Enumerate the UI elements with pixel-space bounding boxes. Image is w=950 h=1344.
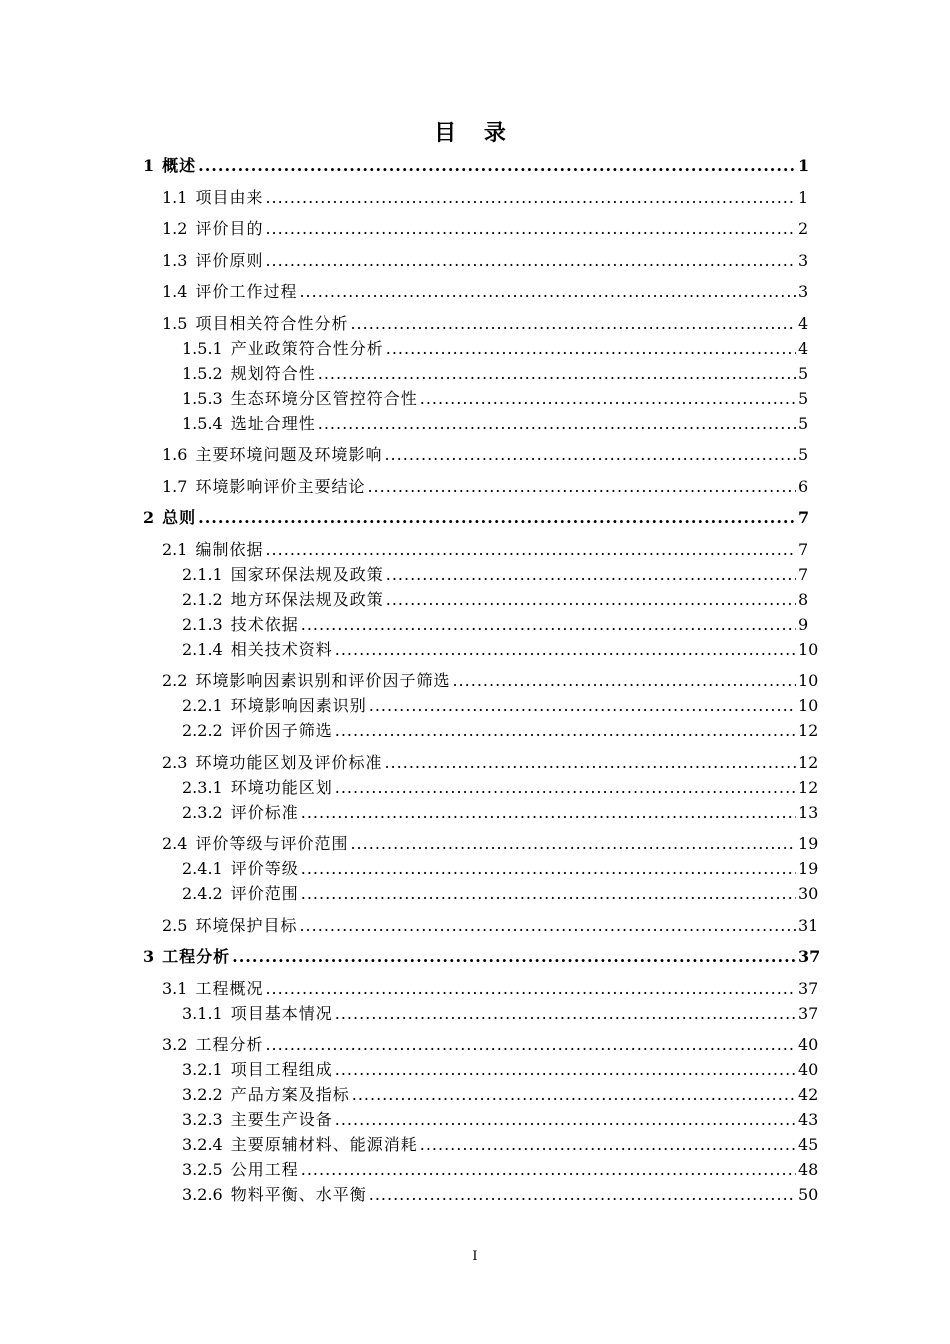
toc-entry[interactable] — [182, 364, 809, 384]
toc-leader-dots — [301, 803, 796, 823]
toc-leader-dots — [318, 414, 796, 434]
toc-entry-label: 工程分析 — [195, 1035, 264, 1054]
toc-entry-number: 3.2.3 — [182, 1110, 223, 1129]
toc-entry-label: 工程分析 — [162, 947, 231, 966]
toc-entry-number: 3.2 — [162, 1035, 188, 1054]
toc-entry-number: 3.1 — [162, 979, 188, 998]
toc-entry-number: 1.4 — [162, 282, 188, 301]
toc-leader-dots — [350, 314, 796, 334]
toc-entry-page: 1 — [798, 188, 809, 207]
toc-entry-label: 评价等级与评价范围 — [195, 834, 349, 853]
toc-entry-page: 9 — [798, 615, 809, 634]
toc-leader-dots — [265, 251, 796, 271]
toc-entry-number: 1 — [143, 156, 155, 175]
toc-entry[interactable] — [162, 671, 819, 691]
toc-entry-number: 3.1.1 — [182, 1004, 223, 1023]
toc-entry[interactable] — [182, 859, 819, 879]
toc-leader-dots — [369, 1185, 796, 1205]
toc-leader-dots — [265, 1035, 796, 1055]
toc-entry[interactable] — [162, 188, 809, 208]
toc-entry-label: 物料平衡、水平衡 — [230, 1185, 367, 1204]
toc-entry-page: 30 — [798, 884, 819, 903]
toc-entry-number: 1.5.4 — [182, 414, 223, 433]
toc-entry-number: 2.1 — [162, 540, 188, 559]
toc-entry-page: 48 — [798, 1160, 819, 1179]
toc-entry-number: 3.2.1 — [182, 1060, 223, 1079]
toc-entry-page: 5 — [798, 364, 809, 383]
toc-entry[interactable] — [182, 615, 809, 635]
toc-entry[interactable] — [162, 834, 819, 854]
toc-entry-label: 评价原则 — [195, 251, 264, 270]
toc-entry-label: 相关技术资料 — [230, 640, 333, 659]
toc-entry[interactable] — [182, 721, 819, 741]
toc-entry[interactable] — [182, 640, 819, 660]
toc-entry-label: 产业政策符合性分析 — [230, 339, 384, 358]
toc-entry-label: 产品方案及指标 — [230, 1085, 350, 1104]
toc-entry-number: 2.5 — [162, 916, 188, 935]
toc-leader-dots — [420, 389, 796, 409]
toc-entry-page: 7 — [798, 508, 810, 527]
toc-entry[interactable] — [182, 1110, 819, 1130]
toc-entry-page: 10 — [798, 671, 819, 690]
toc-entry-label: 评价工作过程 — [195, 282, 298, 301]
toc-entry-page: 37 — [798, 979, 819, 998]
toc-leader-dots — [299, 282, 796, 302]
toc-entry-number: 2.4.1 — [182, 859, 223, 878]
toc-entry[interactable] — [162, 916, 819, 936]
toc-entry-label: 环境功能区划及评价标准 — [195, 753, 383, 772]
toc-leader-dots — [386, 590, 796, 610]
toc-entry-label: 环境保护目标 — [195, 916, 298, 935]
toc-entry[interactable] — [182, 1004, 819, 1024]
toc-entry-number: 1.5.3 — [182, 389, 223, 408]
toc-leader-dots — [369, 696, 796, 716]
toc-entry[interactable] — [162, 314, 809, 334]
toc-entry-number: 2.1.2 — [182, 590, 223, 609]
toc-entry-number: 2.3.1 — [182, 778, 223, 797]
toc-leader-dots — [386, 339, 796, 359]
toc-entry-label: 生态环境分区管控符合性 — [230, 389, 418, 408]
toc-entry-page: 12 — [798, 778, 819, 797]
toc-entry-label: 评价范围 — [230, 884, 299, 903]
page-number: I — [472, 1249, 478, 1264]
toc-leader-dots — [367, 477, 796, 497]
toc-entry[interactable] — [162, 282, 809, 302]
toc-leader-dots — [301, 884, 796, 904]
toc-entry-page: 5 — [798, 445, 809, 464]
toc-leader-dots — [265, 219, 796, 239]
toc-entry-label: 环境功能区划 — [230, 778, 333, 797]
toc-entry[interactable] — [182, 1060, 819, 1080]
toc-leader-dots — [384, 753, 796, 773]
page-title: 目 录 — [434, 120, 516, 146]
toc-entry-page: 19 — [798, 859, 819, 878]
toc-entry-page: 7 — [798, 565, 809, 584]
toc-leader-dots — [335, 1060, 796, 1080]
toc-entry[interactable] — [182, 339, 809, 359]
toc-leader-dots — [265, 979, 796, 999]
toc-entry-number: 3.2.6 — [182, 1185, 223, 1204]
toc-entry-number: 2.2.1 — [182, 696, 223, 715]
toc-entry-number: 2.1.1 — [182, 565, 223, 584]
toc-entry-label: 国家环保法规及政策 — [230, 565, 384, 584]
toc-entry-label: 选址合理性 — [230, 414, 316, 433]
toc-entry-page: 3 — [798, 251, 809, 270]
toc-entry-page: 2 — [798, 219, 809, 238]
toc-leader-dots — [352, 1085, 796, 1105]
toc-entry-page: 45 — [798, 1135, 819, 1154]
toc-leader-dots — [386, 565, 796, 585]
toc-leader-dots — [301, 615, 796, 635]
toc-entry-label: 技术依据 — [230, 615, 299, 634]
toc-entry-page: 37 — [798, 947, 821, 966]
toc-entry-page: 12 — [798, 753, 819, 772]
toc-entry-page: 3 — [798, 282, 809, 301]
toc-entry[interactable] — [162, 540, 809, 560]
toc-entry-number: 3 — [143, 947, 155, 966]
toc-entry[interactable] — [162, 445, 809, 465]
toc-entry-label: 主要生产设备 — [230, 1110, 333, 1129]
toc-entry-label: 概述 — [162, 156, 197, 175]
toc-leader-dots — [318, 364, 796, 384]
toc-entry-number: 3.2.2 — [182, 1085, 223, 1104]
toc-entry-number: 2.3.2 — [182, 803, 223, 822]
toc-entry-label: 评价目的 — [195, 219, 264, 238]
toc-leader-dots — [265, 540, 796, 560]
toc-entry-page: 31 — [798, 916, 819, 935]
toc-entry-page: 10 — [798, 696, 819, 715]
toc-entry-number: 2.2.2 — [182, 721, 223, 740]
toc-entry-page: 7 — [798, 540, 809, 559]
toc-entry-label: 环境影响因素识别和评价因子筛选 — [195, 671, 451, 690]
toc-entry-label: 评价标准 — [230, 803, 299, 822]
toc-entry-page: 43 — [798, 1110, 819, 1129]
toc-entry-number: 2 — [143, 508, 155, 527]
toc-entry[interactable] — [182, 803, 819, 823]
toc-entry-label: 项目基本情况 — [230, 1004, 333, 1023]
toc-entry-page: 50 — [798, 1185, 819, 1204]
toc-entry-number: 1.5 — [162, 314, 188, 333]
toc-entry-label: 编制依据 — [195, 540, 264, 559]
toc-entry[interactable] — [162, 251, 809, 271]
toc-entry-label: 环境影响评价主要结论 — [195, 477, 366, 496]
toc-entry-page: 40 — [798, 1035, 819, 1054]
toc-entry-label: 规划符合性 — [230, 364, 316, 383]
toc-entry-label: 地方环保法规及政策 — [230, 590, 384, 609]
toc-entry-page: 19 — [798, 834, 819, 853]
toc-entry-label: 主要原辅材料、能源消耗 — [230, 1135, 418, 1154]
toc-entry-label: 项目相关符合性分析 — [195, 314, 349, 333]
toc-leader-dots — [198, 156, 796, 176]
toc-entry[interactable] — [182, 389, 809, 409]
toc-entry[interactable] — [182, 1135, 819, 1155]
toc-entry-label: 评价等级 — [230, 859, 299, 878]
toc-entry[interactable] — [182, 565, 809, 585]
toc-leader-dots — [335, 640, 796, 660]
toc-leader-dots — [265, 188, 796, 208]
toc-leader-dots — [335, 721, 796, 741]
toc-entry-number: 1.1 — [162, 188, 188, 207]
toc-entry[interactable] — [182, 414, 809, 434]
toc-entry-label: 工程概况 — [195, 979, 264, 998]
toc-entry-page: 13 — [798, 803, 819, 822]
toc-leader-dots — [301, 859, 796, 879]
toc-leader-dots — [350, 834, 796, 854]
toc-entry-page: 8 — [798, 590, 809, 609]
toc-entry-label: 项目工程组成 — [230, 1060, 333, 1079]
toc-entry[interactable] — [182, 884, 819, 904]
toc-entry-label: 环境影响因素识别 — [230, 696, 367, 715]
toc-entry-number: 2.4.2 — [182, 884, 223, 903]
toc-leader-dots — [198, 508, 796, 528]
toc-leader-dots — [232, 947, 796, 967]
toc-entry[interactable] — [182, 1085, 819, 1105]
toc-leader-dots — [299, 916, 796, 936]
toc-entry-number: 2.1.3 — [182, 615, 223, 634]
toc-entry-page: 40 — [798, 1060, 819, 1079]
toc-entry[interactable] — [182, 1185, 819, 1205]
toc-leader-dots — [452, 671, 796, 691]
toc-entry-page: 4 — [798, 339, 809, 358]
toc-entry-label: 主要环境问题及环境影响 — [195, 445, 383, 464]
toc-leader-dots — [335, 1004, 796, 1024]
toc-entry-page: 6 — [798, 477, 809, 496]
toc-entry[interactable] — [162, 753, 819, 773]
toc-leader-dots — [384, 445, 796, 465]
toc-entry-number: 2.3 — [162, 753, 188, 772]
toc-entry-label: 评价因子筛选 — [230, 721, 333, 740]
toc-leader-dots — [420, 1135, 796, 1155]
toc-entry-page: 10 — [798, 640, 819, 659]
toc-entry-number: 2.1.4 — [182, 640, 223, 659]
toc-entry[interactable] — [182, 590, 809, 610]
toc-entry-number: 1.5.1 — [182, 339, 223, 358]
toc-entry-number: 2.4 — [162, 834, 188, 853]
toc-entry[interactable] — [162, 1035, 819, 1055]
toc-entry[interactable] — [182, 778, 819, 798]
toc-entry-number: 3.2.4 — [182, 1135, 223, 1154]
toc-entry-number: 1.5.2 — [182, 364, 223, 383]
toc-entry[interactable] — [143, 947, 821, 967]
toc-entry-page: 12 — [798, 721, 819, 740]
toc-entry[interactable] — [143, 508, 810, 528]
toc-entry[interactable] — [162, 979, 819, 999]
toc-entry[interactable] — [143, 156, 810, 176]
toc-entry-number: 1.7 — [162, 477, 188, 496]
toc-leader-dots — [335, 1110, 796, 1130]
toc-entry-number: 1.6 — [162, 445, 188, 464]
toc-entry-number: 3.2.5 — [182, 1160, 223, 1179]
toc-entry[interactable] — [162, 219, 809, 239]
toc-entry-label: 项目由来 — [195, 188, 264, 207]
toc-entry-label: 公用工程 — [230, 1160, 299, 1179]
toc-entry[interactable] — [182, 696, 819, 716]
toc-entry-page: 5 — [798, 389, 809, 408]
toc-leader-dots — [301, 1160, 796, 1180]
toc-entry[interactable] — [162, 477, 809, 497]
toc-entry-page: 5 — [798, 414, 809, 433]
toc-leader-dots — [335, 778, 796, 798]
toc-entry-page: 4 — [798, 314, 809, 333]
toc-entry-number: 2.2 — [162, 671, 188, 690]
toc-entry-page: 42 — [798, 1085, 819, 1104]
toc-entry-page: 37 — [798, 1004, 819, 1023]
toc-entry-page: 1 — [798, 156, 810, 175]
toc-entry[interactable] — [182, 1160, 819, 1180]
toc-entry-number: 1.3 — [162, 251, 188, 270]
toc-entry-label: 总则 — [162, 508, 197, 527]
toc-entry-number: 1.2 — [162, 219, 188, 238]
